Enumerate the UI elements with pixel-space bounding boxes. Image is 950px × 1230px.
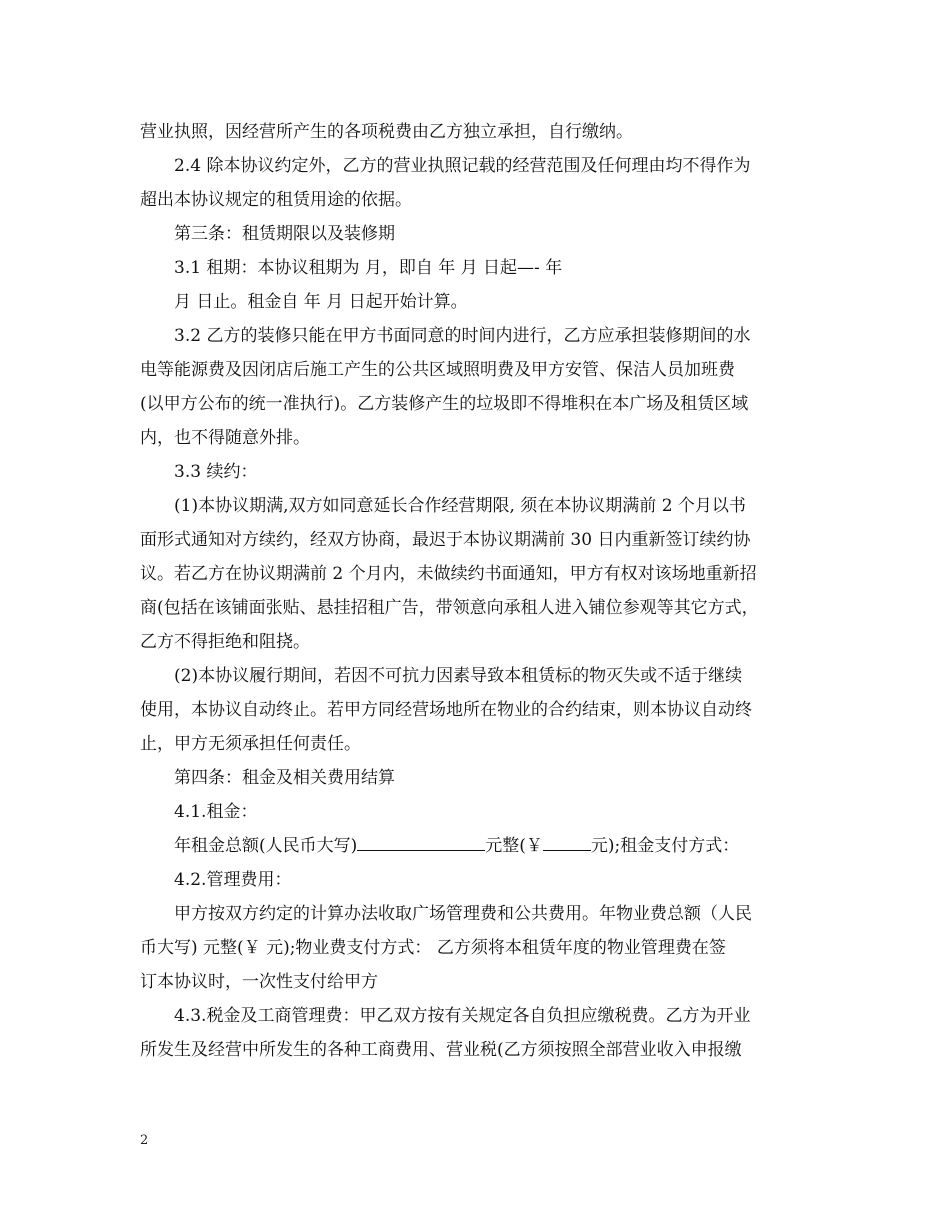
- paragraph-line: 3.3 续约：: [174, 462, 258, 482]
- paragraph-line: 电等能源费及因闭店后施工产生的公共区域照明费及甲方安管、保洁人员加班费: [140, 360, 735, 380]
- rent-line-suffix: 元);租金支付方式：: [590, 836, 740, 856]
- paragraph-line: 使用，本协议自动终止。若甲方同经营场地所在物业的合约结束，则本协议自动终: [140, 700, 752, 720]
- paragraph-line: 3.1 租期：本协议租期为 月，即自 年 月 日起—- 年: [174, 258, 563, 278]
- paragraph-line: 乙方不得拒绝和阻挠。: [140, 632, 310, 652]
- paragraph-line: 内，也不得随意外排。: [140, 428, 310, 448]
- paragraph-line: 所发生及经营中所发生的各种工商费用、营业税(乙方须按照全部营业收入申报缴: [140, 1040, 742, 1060]
- paragraph-line: 4.1.租金：: [174, 802, 258, 822]
- paragraph-line: 2.4 除本协议约定外，乙方的营业执照记载的经营范围及任何理由均不得作为: [174, 156, 751, 176]
- paragraph-line: 商(包括在该铺面张贴、悬挂招租广告，带领意向承租人进入铺位参观等其它方式，: [140, 598, 759, 618]
- rent-line: [140, 829, 820, 863]
- page-number: 2: [140, 1133, 149, 1148]
- document-body: [140, 115, 820, 1067]
- rent-amount-blank: [357, 830, 485, 851]
- rent-line-prefix: 年租金总额(人民币大写): [174, 836, 358, 856]
- paragraph-line: 议。若乙方在协议期满前 2 个月内，未做续约书面通知，甲方有权对该场地重新招: [140, 564, 757, 584]
- rent-number-blank: [543, 830, 591, 851]
- paragraph-line: (以甲方公布的统一准执行)。乙方装修产生的垃圾即不得堆积在本广场及租赁区域: [140, 394, 749, 414]
- paragraph-line: 第三条：租赁期限以及装修期: [174, 224, 395, 244]
- paragraph-line: 面形式通知对方续约，经双方协商，最迟于本协议期满前 30 日内重新签订续约协: [140, 530, 751, 550]
- paragraph-line: 月 日止。租金自 年 月 日起开始计算。: [174, 292, 468, 312]
- paragraph-line: 订本协议时，一次性支付给甲方: [140, 972, 378, 992]
- paragraph-line: 超出本协议规定的租赁用途的依据。: [140, 190, 412, 210]
- paragraph-line: 止，甲方无须承担任何责任。: [140, 734, 361, 754]
- paragraph-line: 营业执照，因经营所产生的各项税费由乙方独立承担，自行缴纳。: [140, 122, 633, 142]
- rent-line-middle: 元整(￥: [485, 836, 543, 856]
- paragraph-line: (2)本协议履行期间，若因不可抗力因素导致本租赁标的物灭失或不适于继续: [174, 666, 743, 686]
- paragraph-line: 第四条：租金及相关费用结算: [174, 768, 395, 788]
- paragraph-line: 4.3.税金及工商管理费：甲乙双方按有关规定各自负担应缴税费。乙方为开业: [174, 1006, 751, 1026]
- paragraph-line: 币大写) 元整(￥ 元);物业费支付方式： 乙方须将本租赁年度的物业管理费在签: [140, 938, 726, 958]
- paragraph-line: (1)本协议期满,双方如同意延长合作经营期限, 须在本协议期满前 2 个月以书: [174, 496, 746, 516]
- paragraph-line: 4.2.管理费用：: [174, 870, 292, 890]
- paragraph-line: 3.2 乙方的装修只能在甲方书面同意的时间内进行，乙方应承担装修期间的水: [174, 326, 751, 346]
- paragraph-line: 甲方按双方约定的计算办法收取广场管理费和公共费用。年物业费总额（人民: [174, 904, 752, 924]
